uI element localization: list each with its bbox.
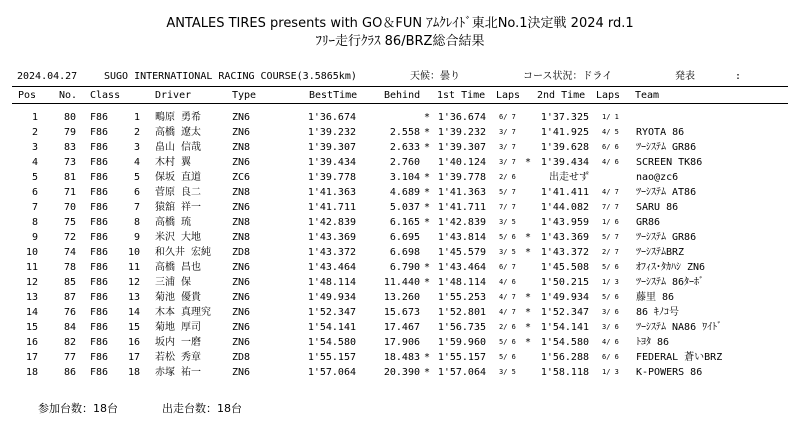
best-marker-1: * [424, 187, 431, 198]
pos-cell: 18 [25, 367, 38, 378]
pos-cell: 5 [31, 172, 38, 183]
first-laps-cell: 4/ 6 [499, 278, 516, 286]
type-cell: ZN8 [232, 217, 251, 228]
pos-cell: 16 [25, 337, 38, 348]
col-behind: Behind [384, 90, 421, 101]
first-laps-cell: 3/ 5 [499, 218, 516, 226]
type-cell: ZN8 [232, 142, 251, 153]
best-marker-1: * [424, 112, 431, 123]
team-cell: RYOTA 86 [636, 127, 685, 138]
table-row [0, 260, 800, 275]
table-row [0, 110, 800, 125]
first-laps-cell: 7/ 7 [499, 203, 516, 211]
type-cell: ZN6 [232, 322, 251, 333]
announce-label: 発表 [675, 71, 695, 82]
table-row [0, 335, 800, 350]
car-number-cell: 76 [63, 307, 76, 318]
second-laps-cell: 1/ 3 [602, 278, 619, 286]
second-time-cell: 1'41.925 [540, 127, 589, 138]
best-marker-1: * [424, 262, 431, 273]
first-time-cell: 1'42.839 [437, 217, 486, 228]
driver-cell: 坂内 一磨 [155, 337, 202, 348]
first-time-cell: 1'41.363 [437, 187, 486, 198]
car-number-cell: 80 [63, 112, 76, 123]
class-cell: F86 [90, 187, 109, 198]
second-laps-cell: 5/ 6 [602, 263, 619, 271]
best-marker-2: * [525, 232, 532, 243]
team-cell: ﾄﾖﾀ 86 [636, 337, 670, 348]
pos-cell: 12 [25, 277, 38, 288]
class-cell: F86 [90, 367, 109, 378]
pos-cell: 1 [31, 112, 38, 123]
best-marker-1: * [424, 217, 431, 228]
class-pos-cell: 2 [133, 127, 140, 138]
behind-cell: 2.633 [389, 142, 420, 153]
class-cell: F86 [90, 307, 109, 318]
behind-cell: 2.558 [389, 127, 420, 138]
header-top-rule [12, 86, 788, 87]
best-time-cell: 1'39.307 [307, 142, 356, 153]
car-number-cell: 78 [63, 262, 76, 273]
car-number-cell: 77 [63, 352, 76, 363]
second-laps-cell: 1/ 1 [602, 113, 619, 121]
driver-cell: 若松 秀章 [155, 352, 202, 363]
class-pos-cell: 8 [133, 217, 140, 228]
col-team: Team [635, 90, 660, 101]
driver-cell: 鴫原 勇希 [155, 112, 202, 123]
col-best-time: BestTime [309, 90, 358, 101]
driver-cell: 高橋 昌也 [155, 262, 202, 273]
participants-count: 参加台数：18台 [38, 402, 118, 415]
pos-cell: 4 [31, 157, 38, 168]
pos-cell: 14 [25, 307, 38, 318]
pos-cell: 7 [31, 202, 38, 213]
second-laps-cell: 3/ 6 [602, 308, 619, 316]
second-time-cell: 1'58.118 [540, 367, 589, 378]
best-marker-2: * [525, 307, 532, 318]
table-row [0, 170, 800, 185]
behind-cell: 15.673 [383, 307, 420, 318]
class-cell: F86 [90, 112, 109, 123]
second-time-cell: 1'52.347 [540, 307, 589, 318]
col-driver: Driver [155, 90, 192, 101]
type-cell: ZN6 [232, 112, 251, 123]
second-time-cell: 1'45.508 [540, 262, 589, 273]
first-time-cell: 1'39.778 [437, 172, 486, 183]
team-cell: 86 ｷﾉｺ号 [636, 307, 680, 318]
table-row [0, 350, 800, 365]
best-marker-1: * [424, 367, 431, 378]
class-cell: F86 [90, 142, 109, 153]
best-time-cell: 1'41.711 [307, 202, 356, 213]
table-row [0, 140, 800, 155]
class-pos-cell: 6 [133, 187, 140, 198]
class-cell: F86 [90, 217, 109, 228]
class-cell: F86 [90, 157, 109, 168]
second-laps-cell: 6/ 6 [602, 143, 619, 151]
pos-cell: 6 [31, 187, 38, 198]
table-row [0, 215, 800, 230]
class-cell: F86 [90, 292, 109, 303]
behind-cell: 2.760 [389, 157, 420, 168]
starters-count: 出走台数：18台 [162, 402, 242, 415]
behind-cell: 4.689 [389, 187, 420, 198]
behind-cell: 20.390 [383, 367, 420, 378]
second-time-cell: 1'39.434 [540, 157, 589, 168]
class-cell: F86 [90, 247, 109, 258]
col-laps-2: Laps [596, 90, 621, 101]
class-pos-cell: 4 [133, 157, 140, 168]
best-marker-1: * [424, 142, 431, 153]
weather-status: 天候：曇り [410, 71, 460, 82]
best-marker-1: * [424, 352, 431, 363]
class-cell: F86 [90, 127, 109, 138]
second-time-cell: 1'49.934 [540, 292, 589, 303]
best-marker-1: * [424, 172, 431, 183]
first-time-cell: 1'48.114 [437, 277, 486, 288]
best-time-cell: 1'39.232 [307, 127, 356, 138]
best-time-cell: 1'43.464 [307, 262, 356, 273]
course-name: SUGO INTERNATIONAL RACING COURSE(3.5865km) [104, 71, 357, 82]
second-laps-cell: 1/ 3 [602, 368, 619, 376]
pos-cell: 3 [31, 142, 38, 153]
class-cell: F86 [90, 172, 109, 183]
car-number-cell: 73 [63, 157, 76, 168]
first-time-cell: 1'59.960 [437, 337, 486, 348]
pos-cell: 15 [25, 322, 38, 333]
driver-cell: 木村 翼 [155, 157, 192, 168]
best-marker-1: * [424, 127, 431, 138]
second-laps-cell: 4/ 5 [602, 128, 619, 136]
best-marker-2: * [525, 157, 532, 168]
behind-cell: 11.440 [383, 277, 420, 288]
class-cell: F86 [90, 202, 109, 213]
best-marker-2: * [525, 322, 532, 333]
first-laps-cell: 4/ 7 [499, 308, 516, 316]
second-time-cell: 1'43.959 [540, 217, 589, 228]
team-cell: ﾂｰｼｽﾃﾑ GR86 [636, 142, 697, 153]
team-cell: K-POWERS 86 [636, 367, 703, 378]
first-time-cell: 1'55.157 [437, 352, 486, 363]
class-cell: F86 [90, 262, 109, 273]
table-row [0, 155, 800, 170]
first-laps-cell: 3/ 5 [499, 368, 516, 376]
best-time-cell: 1'54.580 [307, 337, 356, 348]
class-cell: F86 [90, 277, 109, 288]
first-time-cell: 1'36.674 [437, 112, 486, 123]
best-time-cell: 1'42.839 [307, 217, 356, 228]
team-cell: ﾂｰｼｽﾃﾑ GR86 [636, 232, 697, 243]
type-cell: ZN6 [232, 367, 251, 378]
team-cell: ﾂｰｼｽﾃﾑ 86ﾀｰﾎﾞ [636, 277, 705, 288]
first-laps-cell: 3/ 7 [499, 128, 516, 136]
pos-cell: 13 [25, 292, 38, 303]
driver-cell: 赤塚 祐一 [155, 367, 202, 378]
driver-cell: 菊地 厚司 [155, 322, 202, 333]
type-cell: ZN8 [232, 232, 251, 243]
second-time-cell: 1'50.215 [540, 277, 589, 288]
first-time-cell: 1'43.464 [437, 262, 486, 273]
class-cell: F86 [90, 352, 109, 363]
behind-cell: 5.037 [389, 202, 420, 213]
type-cell: ZN8 [232, 187, 251, 198]
car-number-cell: 75 [63, 217, 76, 228]
car-number-cell: 83 [63, 142, 76, 153]
second-laps-cell: 4/ 6 [602, 158, 619, 166]
behind-cell: 6.790 [389, 262, 420, 273]
best-time-cell: 1'55.157 [307, 352, 356, 363]
class-pos-cell: 5 [133, 172, 140, 183]
car-number-cell: 72 [63, 232, 76, 243]
second-laps-cell: 1/ 6 [602, 218, 619, 226]
second-time-cell: 1'44.082 [540, 202, 589, 213]
type-cell: ZN6 [232, 202, 251, 213]
header-bottom-rule [12, 103, 788, 104]
class-pos-cell: 9 [133, 232, 140, 243]
pos-cell: 9 [31, 232, 38, 243]
results-subtitle: ﾌﾘｰ走行ｸﾗｽ 86/BRZ総合結果 [315, 34, 485, 49]
event-date: 2024.04.27 [17, 71, 78, 82]
pos-cell: 2 [31, 127, 38, 138]
type-cell: ZN6 [232, 292, 251, 303]
driver-cell: 和久井 宏純 [155, 247, 212, 258]
table-row [0, 275, 800, 290]
class-pos-cell: 1 [133, 112, 140, 123]
second-time-cell: 1'54.141 [540, 322, 589, 333]
type-cell: ZN6 [232, 277, 251, 288]
col-laps-1: Laps [496, 90, 521, 101]
behind-cell: 3.104 [389, 172, 420, 183]
table-row [0, 125, 800, 140]
class-cell: F86 [90, 232, 109, 243]
best-time-cell: 1'43.369 [307, 232, 356, 243]
driver-cell: 高橋 琉 [155, 217, 192, 228]
type-cell: ZD8 [232, 352, 251, 363]
table-row [0, 185, 800, 200]
col-2nd-time: 2nd Time [537, 90, 586, 101]
first-time-cell: 1'41.711 [437, 202, 486, 213]
first-time-cell: 1'56.735 [437, 322, 486, 333]
second-laps-cell: 5/ 7 [602, 233, 619, 241]
driver-cell: 高橋 遼太 [155, 127, 202, 138]
type-cell: ZN6 [232, 157, 251, 168]
type-cell: ZD8 [232, 247, 251, 258]
second-laps-cell: 5/ 6 [602, 293, 619, 301]
class-pos-cell: 18 [127, 367, 140, 378]
second-laps-cell: 4/ 7 [602, 188, 619, 196]
car-number-cell: 71 [63, 187, 76, 198]
class-pos-cell: 15 [127, 322, 140, 333]
type-cell: ZN6 [232, 127, 251, 138]
driver-cell: 畠山 信哉 [155, 142, 202, 153]
table-row [0, 320, 800, 335]
best-time-cell: 1'57.064 [307, 367, 356, 378]
first-laps-cell: 3/ 7 [499, 158, 516, 166]
first-laps-cell: 2/ 6 [499, 173, 516, 181]
second-time-cell: 1'56.288 [540, 352, 589, 363]
car-number-cell: 79 [63, 127, 76, 138]
best-time-cell: 1'43.372 [307, 247, 356, 258]
table-row [0, 200, 800, 215]
second-time-cell: 1'54.580 [540, 337, 589, 348]
car-number-cell: 86 [63, 367, 76, 378]
team-cell: nao@zc6 [636, 172, 679, 183]
best-time-cell: 1'41.363 [307, 187, 356, 198]
type-cell: ZN6 [232, 337, 251, 348]
class-pos-cell: 3 [133, 142, 140, 153]
second-laps-cell: 2/ 7 [602, 248, 619, 256]
class-pos-cell: 14 [127, 307, 140, 318]
team-cell: 藤里 86 [636, 292, 675, 303]
second-laps-cell: 7/ 7 [602, 203, 619, 211]
first-laps-cell: 4/ 7 [499, 293, 516, 301]
results-title: ANTALES TIRES presents with GO＆FUN ｱﾑｸﾚｲﾄﾞ東北No.1決定戦 2024 rd.1 [166, 16, 634, 31]
first-time-cell: 1'45.579 [437, 247, 486, 258]
team-cell: ﾂｰｼｽﾃﾑBRZ [636, 247, 685, 258]
behind-cell: 6.698 [389, 247, 420, 258]
type-cell: ZN6 [232, 307, 251, 318]
class-pos-cell: 17 [127, 352, 140, 363]
first-time-cell: 1'39.232 [437, 127, 486, 138]
second-time-cell: 出走せず [549, 172, 589, 183]
driver-cell: 猿舘 祥一 [155, 202, 202, 213]
first-time-cell: 1'57.064 [437, 367, 486, 378]
team-cell: ｵﾌｨｽ･ﾀｶﾊｼ ZN6 [636, 262, 706, 273]
pos-cell: 8 [31, 217, 38, 228]
team-cell: SARU 86 [636, 202, 679, 213]
table-row [0, 290, 800, 305]
class-cell: F86 [90, 337, 109, 348]
class-pos-cell: 10 [127, 247, 140, 258]
first-laps-cell: 2/ 6 [499, 323, 516, 331]
pos-cell: 17 [25, 352, 38, 363]
behind-cell: 18.483 [383, 352, 420, 363]
best-time-cell: 1'36.674 [307, 112, 356, 123]
first-laps-cell: 5/ 6 [499, 353, 516, 361]
first-laps-cell: 5/ 7 [499, 188, 516, 196]
second-time-cell: 1'37.325 [540, 112, 589, 123]
driver-cell: 菅原 良二 [155, 187, 202, 198]
first-time-cell: 1'43.814 [437, 232, 486, 243]
col-1st-time: 1st Time [437, 90, 486, 101]
behind-cell: 17.906 [383, 337, 420, 348]
class-pos-cell: 16 [127, 337, 140, 348]
first-time-cell: 1'39.307 [437, 142, 486, 153]
table-row [0, 245, 800, 260]
course-condition: コース状況：ドライ [523, 71, 613, 82]
announce-time: : [735, 71, 742, 82]
car-number-cell: 84 [63, 322, 76, 333]
best-marker-2: * [525, 292, 532, 303]
col-no: No. [59, 90, 78, 101]
best-time-cell: 1'39.778 [307, 172, 356, 183]
car-number-cell: 82 [63, 337, 76, 348]
best-time-cell: 1'49.934 [307, 292, 356, 303]
driver-cell: 菊池 優貴 [155, 292, 202, 303]
second-time-cell: 1'41.411 [540, 187, 589, 198]
table-row [0, 305, 800, 320]
best-time-cell: 1'52.347 [307, 307, 356, 318]
team-cell: SCREEN TK86 [636, 157, 703, 168]
first-laps-cell: 3/ 5 [499, 248, 516, 256]
best-time-cell: 1'39.434 [307, 157, 356, 168]
col-class: Class [90, 90, 121, 101]
first-time-cell: 1'52.801 [437, 307, 486, 318]
class-pos-cell: 11 [127, 262, 140, 273]
first-laps-cell: 5/ 6 [499, 338, 516, 346]
behind-cell: 13.260 [383, 292, 420, 303]
first-laps-cell: 6/ 7 [499, 263, 516, 271]
best-time-cell: 1'48.114 [307, 277, 356, 288]
car-number-cell: 85 [63, 277, 76, 288]
type-cell: ZC6 [232, 172, 251, 183]
driver-cell: 保坂 直道 [155, 172, 202, 183]
type-cell: ZN6 [232, 262, 251, 273]
car-number-cell: 74 [63, 247, 76, 258]
pos-cell: 11 [25, 262, 38, 273]
first-time-cell: 1'40.124 [437, 157, 486, 168]
driver-cell: 三浦 保 [155, 277, 192, 288]
second-laps-cell: 3/ 6 [602, 323, 619, 331]
table-row [0, 230, 800, 245]
first-laps-cell: 6/ 7 [499, 113, 516, 121]
table-row [0, 365, 800, 380]
best-marker-2: * [525, 337, 532, 348]
pos-cell: 10 [25, 247, 38, 258]
col-pos: Pos [18, 90, 37, 101]
first-laps-cell: 3/ 7 [499, 143, 516, 151]
best-marker-1: * [424, 202, 431, 213]
driver-cell: 米沢 大地 [155, 232, 202, 243]
team-cell: GR86 [636, 217, 661, 228]
behind-cell: 6.695 [389, 232, 420, 243]
class-cell: F86 [90, 322, 109, 333]
second-laps-cell: 4/ 6 [602, 338, 619, 346]
team-cell: ﾂｰｼｽﾃﾑ NA86 ﾜｲﾄﾞ [636, 322, 723, 333]
class-pos-cell: 13 [127, 292, 140, 303]
first-time-cell: 1'55.253 [437, 292, 486, 303]
best-time-cell: 1'54.141 [307, 322, 356, 333]
team-cell: ﾂｰｼｽﾃﾑ AT86 [636, 187, 697, 198]
col-type: Type [232, 90, 257, 101]
second-time-cell: 1'39.628 [540, 142, 589, 153]
car-number-cell: 87 [63, 292, 76, 303]
car-number-cell: 81 [63, 172, 76, 183]
second-time-cell: 1'43.372 [540, 247, 589, 258]
class-pos-cell: 7 [133, 202, 140, 213]
behind-cell: 17.467 [383, 322, 420, 333]
best-marker-1: * [424, 277, 431, 288]
team-cell: FEDERAL 蒼いBRZ [636, 352, 723, 363]
second-laps-cell: 6/ 6 [602, 353, 619, 361]
second-time-cell: 1'43.369 [540, 232, 589, 243]
class-pos-cell: 12 [127, 277, 140, 288]
best-marker-2: * [525, 247, 532, 258]
behind-cell: 6.165 [389, 217, 420, 228]
driver-cell: 木本 真理究 [155, 307, 212, 318]
car-number-cell: 70 [63, 202, 76, 213]
first-laps-cell: 5/ 6 [499, 233, 516, 241]
